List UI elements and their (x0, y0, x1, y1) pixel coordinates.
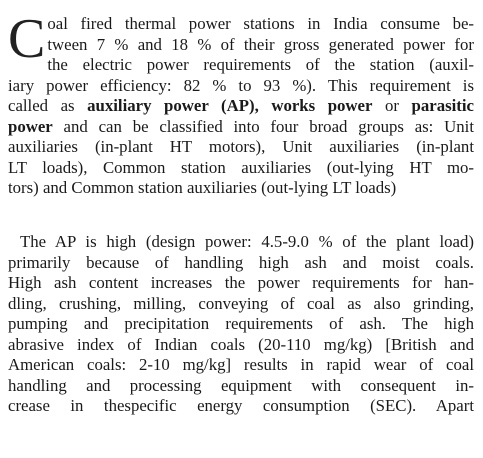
text-line: crease in thespecific energy consumption (SEC). Apart (8, 396, 474, 415)
bold-term: parasitic (411, 96, 474, 115)
paragraph-ap-high-reasons (8, 232, 474, 417)
text-line: LT loads), Common station auxiliaries (out-lying HT mo- (8, 157, 474, 177)
text-line: tors) and Common station auxiliaries (out-lying LT loads) (8, 178, 397, 197)
text-line: handling and processing equipment with consequent in- (8, 375, 474, 395)
text-line: abrasive index of Indian coals (20-110 mg/kg) [British and (8, 334, 474, 354)
drop-cap: C (8, 8, 46, 70)
text-line: pumping and precipitation requirements of ash. The high (8, 314, 474, 333)
text-line: dling, crushing, milling, conveying of coal as also grinding, (8, 293, 474, 313)
text-line: The AP is high (design power: 4.5-9.0 % of the plant load) (20, 232, 474, 251)
text-line: called as auxiliary power (AP), works power or parasitic (8, 96, 474, 115)
text-line: primarily because of handling high ash and moist coals. (8, 252, 474, 272)
text-line: American coals: 2-10 mg/kg] results in rapid wear of coal (8, 355, 474, 374)
paragraph-auxiliary-power-intro (8, 8, 474, 199)
text-line: oal fired thermal power stations in India consume be- (47, 14, 474, 33)
bold-term: auxiliary power (AP), works power (87, 96, 373, 115)
text-line: High ash content increases the power requirements for han- (8, 273, 474, 292)
text-line: iary power efficiency: 82 % to 93 %). This requirement is (8, 75, 474, 95)
text-line: the electric power requirements of the station (auxil- (47, 55, 474, 74)
text-line: power and can be classified into four broad groups as: Unit (8, 116, 474, 136)
bold-term: power (8, 116, 53, 136)
text-line: auxiliaries (in-plant HT motors), Unit auxiliaries (in-plant (8, 137, 474, 156)
text-line: tween 7 % and 18 % of their gross generated power for (47, 34, 474, 54)
